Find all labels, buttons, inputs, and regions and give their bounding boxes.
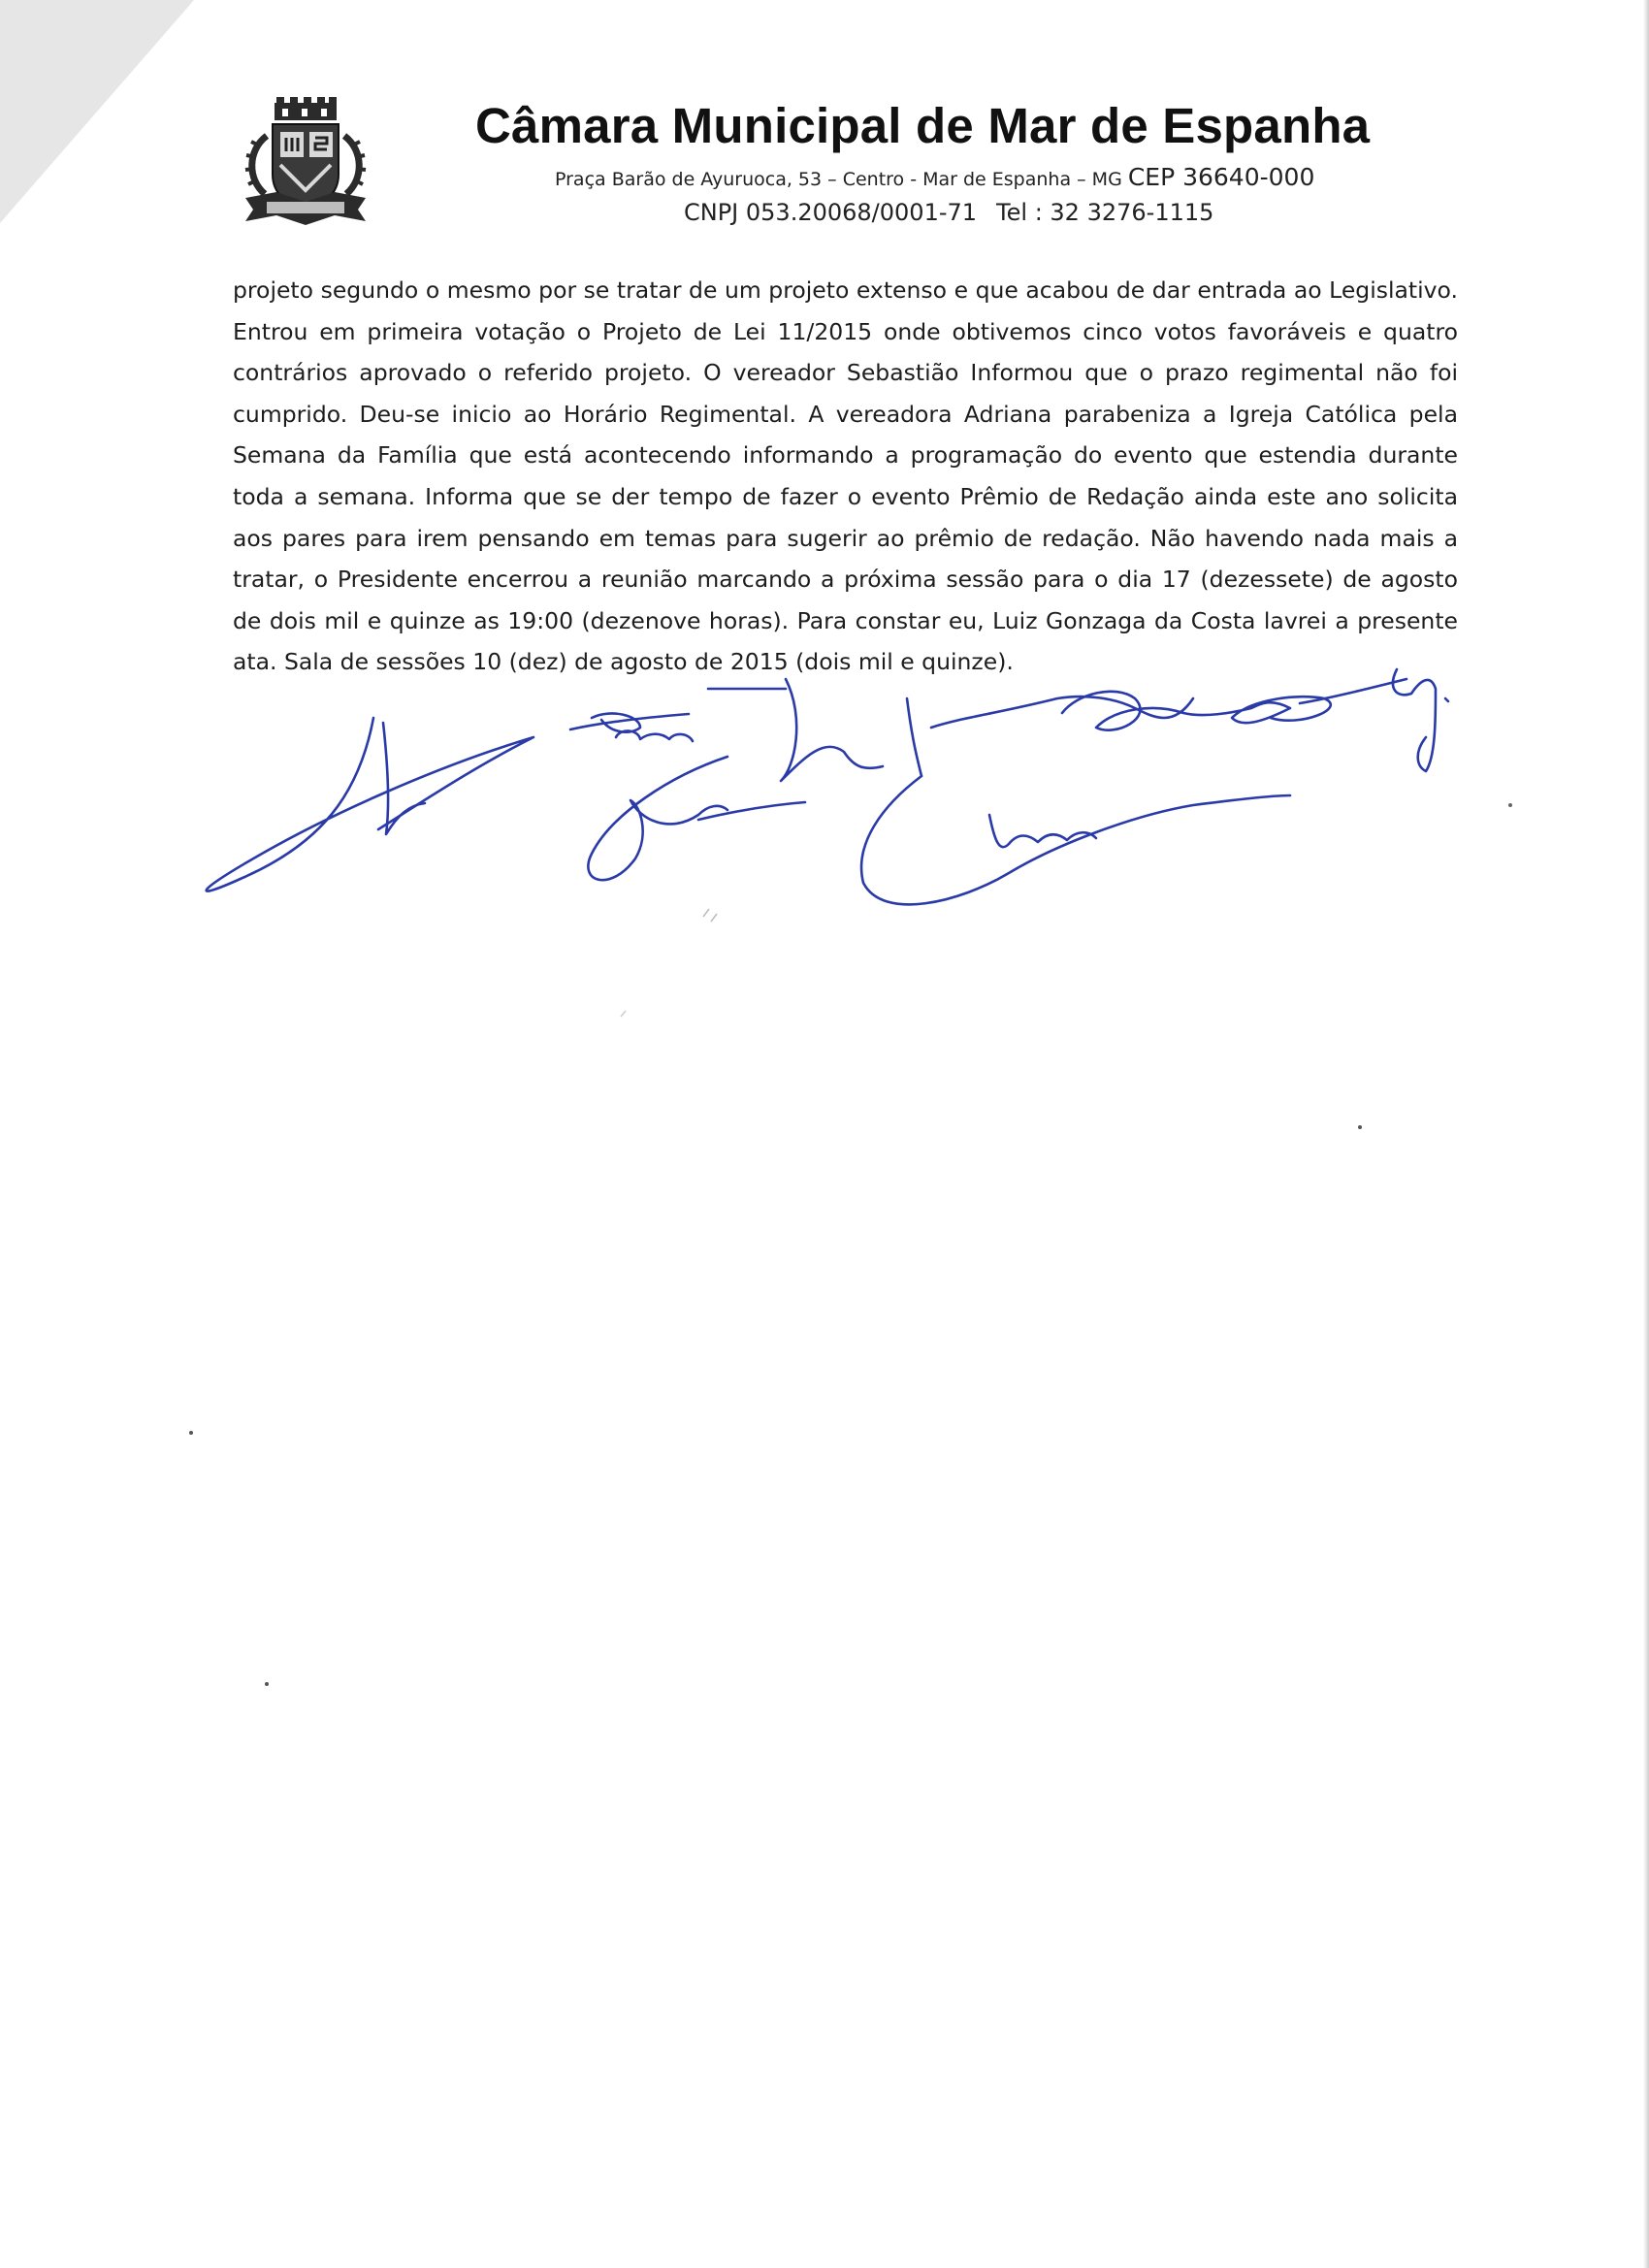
phone-text: Tel : 32 3276-1115 (996, 199, 1214, 226)
institution-address (555, 163, 1428, 191)
page-fold (0, 0, 194, 223)
cnpj-text: CNPJ 053.20068/0001-71 (684, 199, 978, 226)
handwritten-signatures-icon (184, 660, 1474, 951)
municipal-coat-of-arms-icon (238, 97, 373, 233)
institution-title: Câmara Municipal de Mar de Espanha (475, 98, 1371, 153)
page-edge (1643, 0, 1649, 2268)
minutes-paragraph: projeto segundo o mesmo por se tratar de um projeto extenso e que acabou de dar entrada ao Legislativo. Entrou em primeira votação o Projeto de Lei 11/2015 onde obtivemos cinco votos favoráveis e quatro contrários aprovado o referido projeto. O vereador Sebastião Informou que o prazo regimental não foi cumprido. Deu-se inicio ao Horário Regimental. A vereadora Adriana parabeniza a Igreja Católica pela Semana da Família que está acontecendo informando a programação do evento que estendia durante toda a semana. Informa que se der tempo de fazer o evento Prêmio de Redação ainda este ano solicita aos pares para irem pensando em temas para sugerir ao prêmio de redação. Não havendo nada mais a tratar, o Presidente encerrou a reunião marcando a próxima sessão para o dia 17 (dezessete) de agosto de dois mil e quinze as 19:00 (dezenove horas). Para constar eu, Luiz Gonzaga da Costa lavrei a presente ata. Sala de sessões 10 (dez) de agosto de 2015 (dois mil e quinze). (233, 276, 1458, 676)
cep-text: CEP 36640-000 (1127, 163, 1315, 191)
institution-contact (684, 199, 1460, 226)
address-text: Praça Barão de Ayuruoca, 53 – Centro - Mar de Espanha – MG (555, 169, 1122, 190)
